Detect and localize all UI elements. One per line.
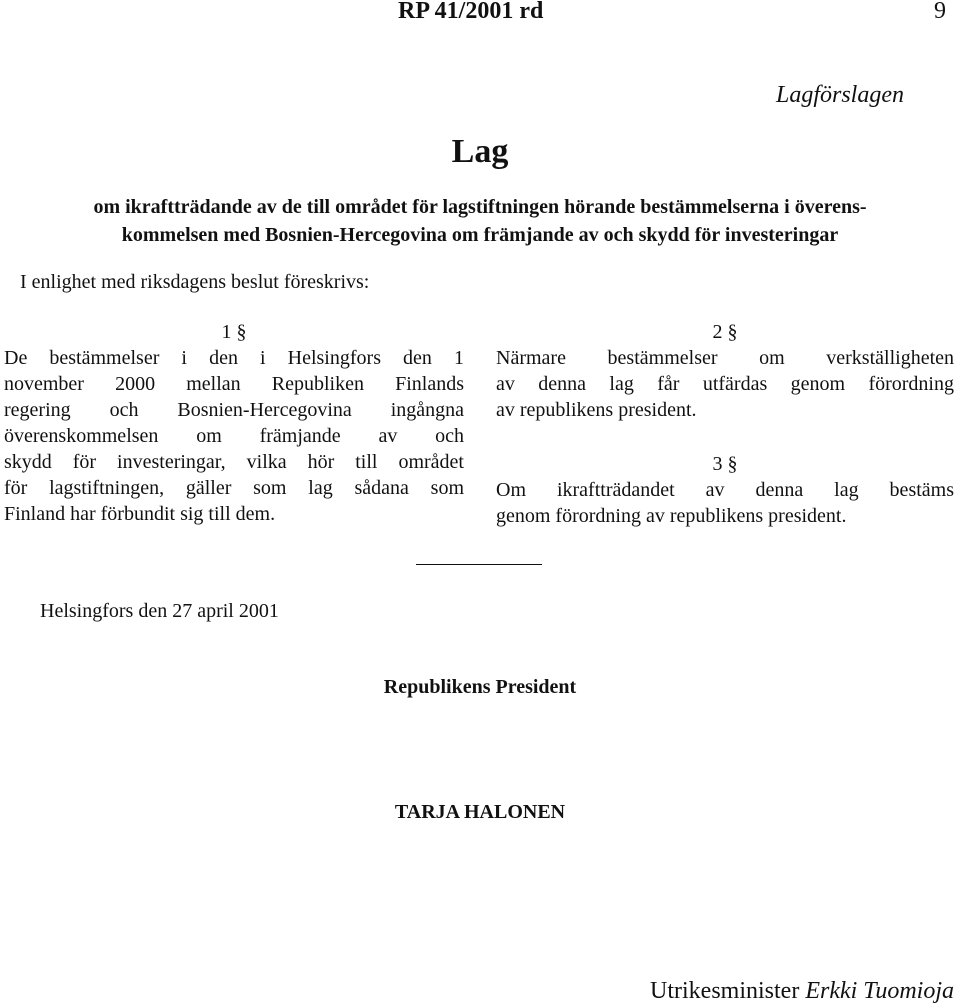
section-3-heading: 3 § (712, 453, 738, 475)
section-2-line: Närmare bestämmelser om verkställigheten (496, 347, 954, 369)
signer-name: TARJA HALONEN (394, 801, 566, 823)
section-1-line: Finland har förbundit sig till dem. (4, 503, 276, 525)
section-1-line: regering och Bosnien-Hercegovina ingångna (4, 399, 464, 421)
section-1-line: för lagstiftningen, gäller som lag sådana som (4, 477, 464, 499)
section-1-line: skydd för investeringar, vilka hör till området (4, 451, 464, 473)
countersign-name: Erkki Tuomioja (805, 978, 954, 1004)
section-2-line: av republikens president. (496, 399, 697, 421)
section-3-line: genom förordning av republikens president. (496, 505, 847, 527)
section-1-heading: 1 § (221, 321, 247, 343)
section-gap (496, 423, 954, 451)
left-column (4, 319, 464, 527)
place-and-date: Helsingfors den 27 april 2001 (40, 600, 279, 622)
section-1-line: november 2000 mellan Republiken Finlands (4, 373, 464, 395)
section-2-heading: 2 § (712, 321, 738, 343)
countersignature (650, 978, 954, 1005)
section-1-line: De bestämmelser i den i Helsingfors den 1 (4, 347, 464, 369)
law-title: Lag (451, 133, 509, 170)
countersign-role: Utrikesminister (650, 978, 800, 1004)
section-label: Lagförslagen (775, 82, 904, 108)
document-reference: RP 41/2001 rd (398, 0, 544, 24)
section-3-line: Om ikraftträdandet av denna lag bestäms (496, 479, 954, 501)
signer-title: Republikens President (383, 676, 577, 698)
section-2-line: av denna lag får utfärdas genom förordning (496, 373, 954, 395)
law-subtitle-line-1: om ikraftträdande av de till området för lagstiftningen hörande bestämmelserna i överens- (93, 196, 867, 218)
section-1-line: överenskommelsen om främjande av och (4, 425, 464, 447)
law-subtitle-line-2: kommelsen med Bosnien-Hercegovina om främjande av och skydd för investeringar (121, 224, 839, 246)
preamble: I enlighet med riksdagens beslut föreskrivs: (20, 271, 370, 293)
right-column (496, 319, 954, 529)
divider-rule (416, 564, 542, 565)
page-number: 9 (934, 0, 946, 24)
